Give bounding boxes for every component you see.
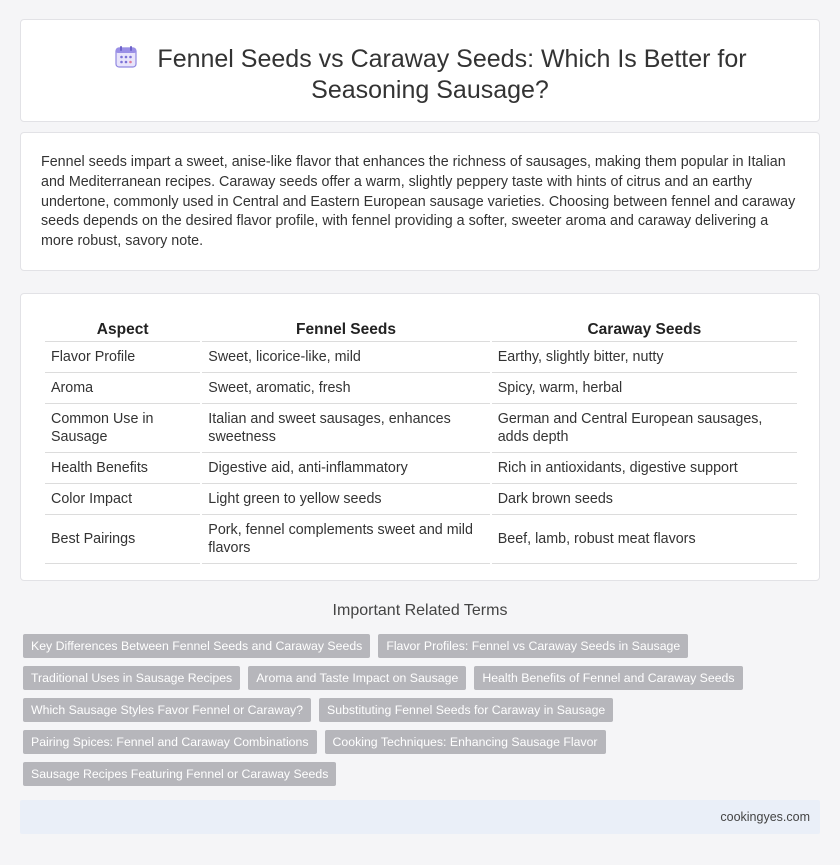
table-row (45, 515, 797, 564)
table-cell: Aroma (45, 373, 200, 404)
table-cell: Pork, fennel complements sweet and mild flavors (202, 515, 489, 564)
title-wrap (61, 44, 799, 106)
table-row (45, 484, 797, 515)
intro-card (20, 132, 820, 271)
tag-row (23, 762, 813, 786)
page-title: Fennel Seeds vs Caraway Seeds: Which Is Better for Seasoning Sausage? (157, 45, 747, 104)
table-row (45, 404, 797, 453)
comparison-card (20, 293, 820, 581)
tag-row (23, 666, 813, 690)
related-term-tag[interactable]: Traditional Uses in Sausage Recipes (23, 666, 240, 690)
table-cell: Light green to yellow seeds (202, 484, 489, 515)
table-cell: Best Pairings (45, 515, 200, 564)
table-cell: Italian and sweet sausages, enhances sweetness (202, 404, 489, 453)
footer (20, 800, 820, 834)
related-term-tag[interactable]: Pairing Spices: Fennel and Caraway Combinations (23, 730, 317, 754)
table-cell: Beef, lamb, robust meat flavors (492, 515, 797, 564)
header-caraway-seeds: Caraway Seeds (492, 314, 797, 342)
table-cell: Health Benefits (45, 453, 200, 484)
tag-row (23, 730, 813, 754)
table-cell: Sweet, licorice-like, mild (202, 342, 489, 373)
table-row (45, 373, 797, 404)
table-cell: Rich in antioxidants, digestive support (492, 453, 797, 484)
related-term-tag[interactable]: Substituting Fennel Seeds for Caraway in Sausage (319, 698, 613, 722)
table-cell: Spicy, warm, herbal (492, 373, 797, 404)
related-term-tag[interactable]: Which Sausage Styles Favor Fennel or Caraway? (23, 698, 311, 722)
related-term-tag[interactable]: Health Benefits of Fennel and Caraway Seeds (474, 666, 742, 690)
table-cell: Common Use in Sausage (45, 404, 200, 453)
table-cell: Color Impact (45, 484, 200, 515)
related-term-tag[interactable]: Sausage Recipes Featuring Fennel or Caraway Seeds (23, 762, 336, 786)
table-row (45, 342, 797, 373)
table-cell: Dark brown seeds (492, 484, 797, 515)
header-aspect: Aspect (45, 314, 200, 342)
tag-row (23, 634, 813, 658)
related-term-tag[interactable]: Aroma and Taste Impact on Sausage (248, 666, 466, 690)
related-terms-heading: Important Related Terms (332, 602, 508, 619)
table-cell: German and Central European sausages, adds depth (492, 404, 797, 453)
related-term-tag[interactable]: Flavor Profiles: Fennel vs Caraway Seeds in Sausage (378, 634, 688, 658)
calendar-icon (113, 44, 139, 70)
table-cell: Sweet, aromatic, fresh (202, 373, 489, 404)
table-header-row (45, 314, 797, 342)
header-fennel-seeds: Fennel Seeds (202, 314, 489, 342)
related-term-tag[interactable]: Key Differences Between Fennel Seeds and Caraway Seeds (23, 634, 370, 658)
footer-site-link[interactable]: cookingyes.com (720, 810, 810, 824)
related-terms-list (23, 634, 813, 794)
table-row (45, 453, 797, 484)
title-card (20, 19, 820, 122)
intro-paragraph: Fennel seeds impart a sweet, anise-like flavor that enhances the richness of sausages, making them popular in Italian and Mediterranean recipes. Caraway seeds offer a warm, slightly peppery taste with hints of citrus and an earthy undertone, commonly used in Central and Eastern European sausage varieties. Choosing between fennel and caraway seeds depends on the desired flavor profile, with fennel providing a softer, sweeter aroma and caraway delivering a more robust, savory note. (41, 154, 796, 250)
table-cell: Digestive aid, anti-inflammatory (202, 453, 489, 484)
table-cell: Earthy, slightly bitter, nutty (492, 342, 797, 373)
tag-row (23, 698, 813, 722)
related-term-tag[interactable]: Cooking Techniques: Enhancing Sausage Flavor (325, 730, 606, 754)
table-cell: Flavor Profile (45, 342, 200, 373)
comparison-table (43, 314, 799, 564)
